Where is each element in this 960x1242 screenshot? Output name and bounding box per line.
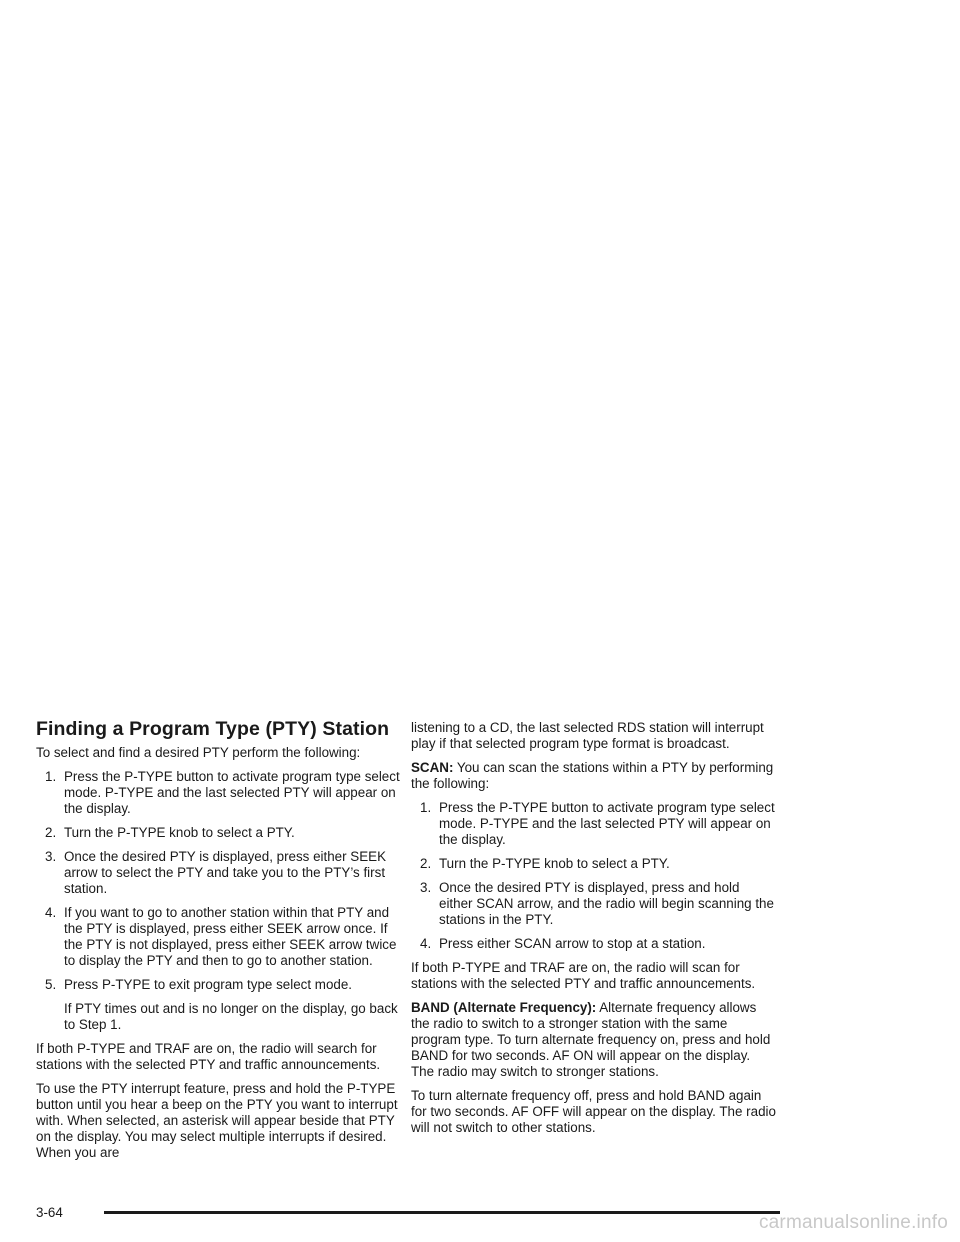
page-number: 3-64 <box>36 1205 63 1220</box>
list-item: 4. Press either SCAN arrow to stop at a station. <box>420 936 706 951</box>
scan-paragraph: SCAN: You can scan the stations within a PTY by performing the following: <box>411 760 774 791</box>
interrupt-paragraph: To use the PTY interrupt feature, press and hold the P-TYPE button until you hear a beep on the PTY you want to interrupt with. When selected, an asterisk will appear beside that PTY on the display. You may select multiple interrupts if desired. When you are <box>36 1081 398 1160</box>
list-item: 1. Press the P-TYPE button to activate program type select mode. P-TYPE and the last selected PTY will appear on the display. <box>45 769 400 816</box>
watermark: carmanualsonline.info <box>758 1212 948 1233</box>
search-paragraph: If both P-TYPE and TRAF are on, the radio will search for stations with the selected PTY and traffic announcements. <box>36 1041 381 1072</box>
right-column <box>411 720 776 1144</box>
list-item: 2. Turn the P-TYPE knob to select a PTY. <box>420 856 670 871</box>
scan-steps-list <box>411 800 776 952</box>
band-label: BAND (Alternate Frequency): <box>411 1000 597 1015</box>
scan-label: SCAN: <box>411 760 454 775</box>
step-note: If PTY times out and is no longer on the display, go back to Step 1. <box>64 1001 398 1032</box>
list-item: 3. Once the desired PTY is displayed, press either SEEK arrow to select the PTY and take you to the PTY’s first station. <box>45 849 387 896</box>
list-item: 3. Once the desired PTY is displayed, press and hold either SCAN arrow, and the radio will begin scanning the stations in the PTY. <box>420 880 774 927</box>
continuation-paragraph: listening to a CD, the last selected RDS station will interrupt play if that selected program type format is broadcast. <box>411 720 764 751</box>
af-off-paragraph: To turn alternate frequency off, press and hold BAND again for two seconds. AF OFF will appear on the display. The radio will not switch to other stations. <box>411 1088 776 1135</box>
intro-paragraph: To select and find a desired PTY perform the following: <box>36 745 361 760</box>
left-column <box>36 717 401 1169</box>
list-item: 4. If you want to go to another station within that PTY and the PTY is displayed, press either SEEK arrow once. If the PTY is not displayed, press either SEEK arrow twice to display the PTY and then to go to another station. <box>45 905 397 968</box>
pty-steps-list <box>36 769 401 993</box>
scan-traffic-paragraph: If both P-TYPE and TRAF are on, the radio will scan for stations with the selected PTY and traffic announcements. <box>411 960 756 991</box>
list-item: 1. Press the P-TYPE button to activate program type select mode. P-TYPE and the last selected PTY will appear on the display. <box>420 800 775 847</box>
band-paragraph: BAND (Alternate Frequency): Alternate frequency allows the radio to switch to a stronger station with the same program type. To turn alternate frequency on, press and hold BAND for two seconds. AF ON will appear on the display. The radio may switch to stronger stations. <box>411 1000 771 1079</box>
section-heading: Finding a Program Type (PTY) Station <box>36 718 390 740</box>
list-item: 5. Press P-TYPE to exit program type select mode. <box>45 977 353 992</box>
list-item: 2. Turn the P-TYPE knob to select a PTY. <box>45 825 295 840</box>
footer-rule <box>104 1211 780 1214</box>
